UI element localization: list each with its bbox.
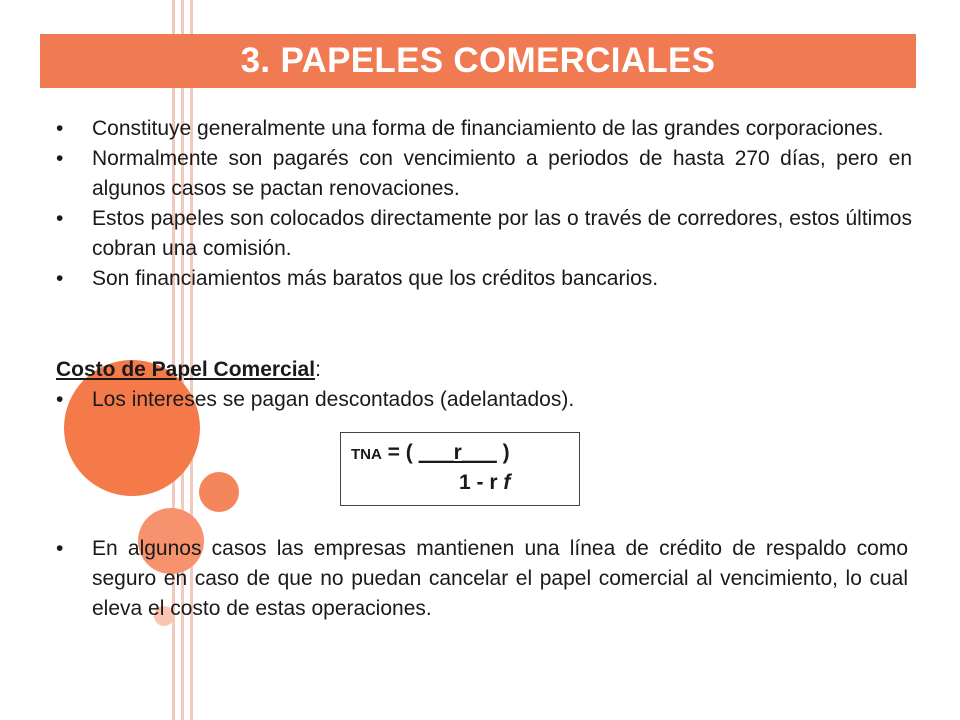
bullet-icon: • [56,388,64,411]
bullet-icon: • [56,537,64,560]
formula-denominator: 1 - r [459,471,504,494]
bullet-text: Normalmente son pagarés con vencimiento a periodos de hasta 270 días, pero en algunos casos se pactan renovaciones. [92,147,912,200]
bullet-item [56,534,908,624]
bullet-item [56,114,912,144]
formula-box [340,432,580,506]
formula-numerator: ___r___ [418,441,497,464]
bullet-item [56,204,912,264]
slide-title: 3. PAPELES COMERCIALES [240,41,716,80]
bullet-text: Son financiamientos más baratos que los créditos bancarios. [92,267,659,290]
bullet-text: Estos papeles son colocados directamente por las o través de corredores, estos últimos cobran una comisión. [92,207,912,260]
bullet-text: En algunos casos las empresas mantienen una línea de crédito de respaldo como seguro en caso de que no puedan cancelar el papel comercial al vencimiento, lo cual eleva el costo de estas operaciones. [92,537,908,620]
bullet-item [56,144,912,204]
bullet-item [56,264,912,294]
bullet-text: Los intereses se pagan descontados (adelantados). [92,388,575,411]
section-heading [56,355,321,385]
section-heading-colon: : [315,358,321,381]
bullet-list-top [56,114,912,294]
bullet-icon: • [56,147,64,170]
formula-line-2 [459,471,510,495]
bullet-text: Constituye generalmente una forma de financiamiento de las grandes corporaciones. [92,117,884,140]
bullet-icon: • [56,207,64,230]
section-heading-text: Costo de Papel Comercial [56,358,316,381]
bullet-item [56,385,912,415]
decor-circle-small [199,472,239,512]
bullet-icon: • [56,267,64,290]
title-bar [40,34,916,88]
section-bullet-list [56,385,912,415]
formula-line-1 [351,441,510,465]
bullet-icon: • [56,117,64,140]
formula-denominator-var: f [503,471,511,494]
bullet-list-bottom [56,534,908,624]
formula-label: TNA [351,446,382,463]
formula-open: = ( [381,441,419,464]
formula-close: ) [496,441,510,464]
